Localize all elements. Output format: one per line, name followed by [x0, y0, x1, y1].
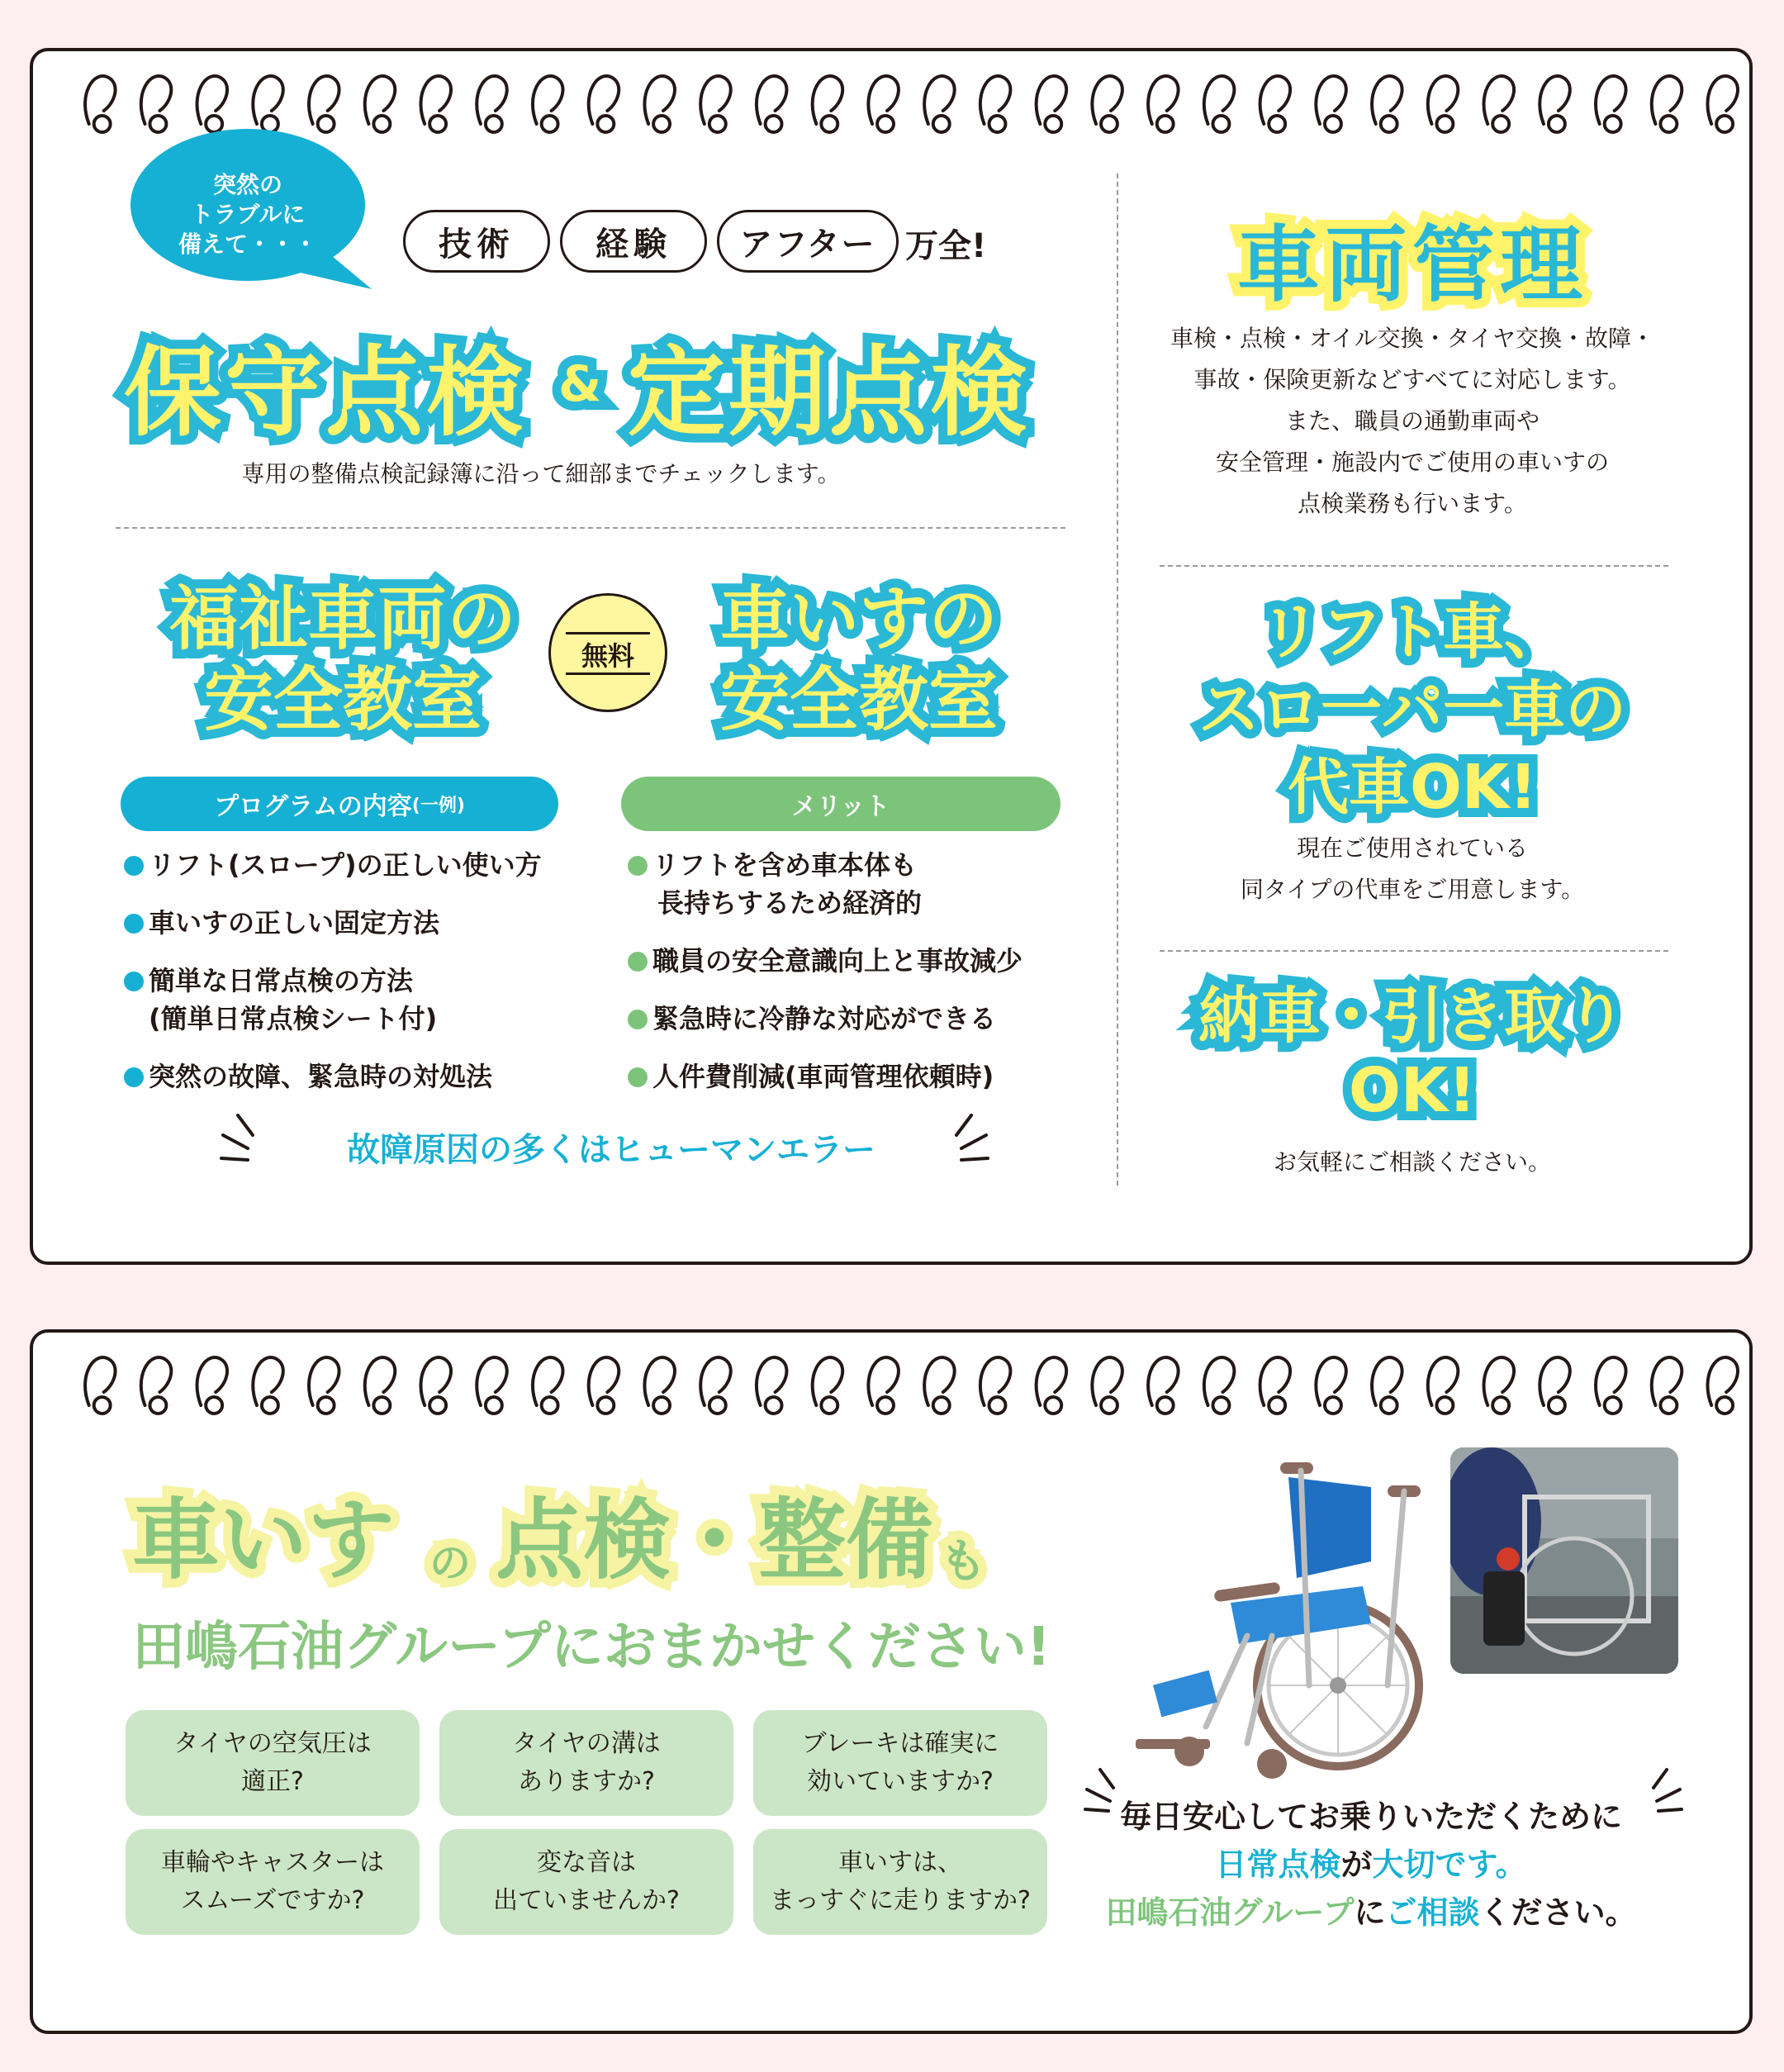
program-header-label: プログラムの内容	[214, 792, 412, 821]
highlight-text: 大切です。	[1372, 1846, 1527, 1883]
program-item-text: 突然の故障、緊急時の対処法	[149, 1061, 493, 1092]
check-question	[126, 1829, 420, 1935]
tag-after: アフター	[717, 210, 899, 273]
program-item-text: 車いすの正しい固定方法	[149, 907, 440, 939]
question-line: 適正?	[241, 1767, 304, 1796]
divider	[1160, 565, 1668, 567]
spiral-binding-icon	[33, 1326, 1749, 1425]
highlight-text: 田嶋石油グループ	[1105, 1894, 1355, 1931]
bullet-icon	[124, 856, 144, 876]
question-line: 出ていませんか?	[493, 1886, 680, 1915]
question-line: 変な音は	[537, 1848, 636, 1877]
merit-item-cont: 長持ちするため経済的	[657, 887, 923, 919]
merit-item-text: 職員の安全意識向上と事故減少	[652, 945, 1023, 977]
program-item-text: リフト(スロープ)の正しい使い方	[149, 849, 542, 881]
banzen-text: 万全!	[905, 227, 987, 265]
message-text: が	[1340, 1846, 1373, 1883]
divider	[1160, 950, 1668, 952]
card2-title-no: の	[429, 1539, 471, 1587]
desc-line: 事故・保険更新などすべてに対応します。	[1193, 366, 1631, 393]
bullet-icon	[124, 1067, 144, 1087]
bubble-line: 突然の	[212, 171, 282, 198]
title-line: 車いすの	[719, 578, 998, 659]
safety-message	[1065, 1793, 1677, 1937]
merit-item	[628, 942, 1022, 980]
desc-line: 点検業務も行います。	[1298, 490, 1527, 517]
inspection-photo	[1450, 1447, 1678, 1674]
question-line: まっすぐに走りますか?	[770, 1886, 1031, 1915]
bullet-icon	[124, 914, 144, 934]
wheelchair-class-title	[686, 578, 1032, 740]
highlight-text: ご相談	[1385, 1894, 1480, 1931]
check-question	[439, 1710, 733, 1816]
bubble-text	[157, 170, 339, 259]
question-line: ブレーキは確実に	[801, 1729, 999, 1758]
question-line: スムーズですか?	[180, 1886, 365, 1915]
card2-title-wheelchair: 車いす	[132, 1490, 395, 1591]
tag-gijutsu: 技術	[403, 210, 550, 273]
merit-item	[628, 846, 917, 884]
check-question	[439, 1829, 733, 1935]
merit-item-text: 人件費削減(車両管理依頼時)	[652, 1061, 994, 1092]
program-header	[121, 777, 558, 831]
message-text: に	[1354, 1894, 1386, 1931]
merit-header: メリット	[621, 777, 1060, 831]
title-line: 代車OK!	[1288, 752, 1537, 823]
lift-title	[1156, 593, 1668, 826]
title-line: スロ一パ一車の	[1198, 674, 1626, 745]
highlight-text: 日常点検	[1215, 1846, 1341, 1883]
divider	[116, 527, 1065, 529]
wheelchair-illustration-icon	[1123, 1438, 1454, 1784]
message-line: 毎日安心してお乗りいただくために	[1119, 1799, 1622, 1835]
question-line: ありますか?	[518, 1767, 655, 1796]
program-header-small: (一例)	[411, 795, 465, 816]
question-line: タイヤの溝は	[512, 1729, 661, 1758]
message-line	[1065, 1889, 1677, 1937]
bullet-icon	[628, 1010, 648, 1029]
title-line: 安全教室	[719, 659, 998, 740]
desc-line: 車検・点検・オイル交換・タイヤ交換・故障・	[1170, 325, 1655, 352]
lift-description	[1156, 828, 1668, 910]
hoshu-title: 保守点検	[124, 335, 528, 449]
merit-item	[628, 1000, 996, 1038]
sharyo-title: 車両管理	[1237, 216, 1587, 313]
desc-line: 安全管理・施設内でご使用の車いすの	[1215, 449, 1609, 476]
desc-line: また、職員の通勤車両や	[1284, 407, 1540, 435]
question-line: 車輪やキャスターは	[161, 1848, 384, 1877]
merit-item	[628, 1057, 994, 1095]
bubble-line: トラブルに	[190, 201, 306, 228]
desc-line: 現在ご使用されている	[1296, 834, 1528, 862]
program-item	[124, 904, 439, 942]
question-line: 車いすは、	[838, 1848, 962, 1877]
program-item-text: 簡単な日常点検の方法	[149, 965, 414, 996]
title-line: 安全教室	[203, 659, 482, 740]
question-line: 効いていますか?	[807, 1767, 994, 1796]
title-line: 福祉車両の	[168, 578, 516, 659]
sharyo-description	[1140, 318, 1685, 525]
desc-line: 同タイプの代車をご用意します。	[1240, 876, 1585, 903]
question-line: タイヤの空気圧は	[173, 1729, 372, 1758]
check-question	[126, 1710, 420, 1816]
fukushi-class-title	[149, 578, 537, 740]
divider	[1117, 173, 1118, 1186]
program-item	[124, 962, 413, 1000]
emphasis-lines-icon	[928, 1110, 994, 1168]
program-item	[124, 846, 542, 884]
title-line: リフト車、	[1260, 596, 1565, 668]
teiki-title: 定期点検	[628, 335, 1032, 449]
nosha-description: お気軽にご相談ください。	[1273, 1148, 1551, 1176]
message-text: ください。	[1479, 1894, 1637, 1931]
inspection-photo-icon	[1450, 1447, 1678, 1674]
nosha-title	[1156, 979, 1668, 1128]
merit-item-text: 緊急時に冷静な対応ができる	[652, 1003, 997, 1034]
slogan: 故障原因の多くはヒューマンエラー	[347, 1131, 875, 1169]
hoshu-description: 専用の整備点検記録簿に沿って細部までチェックします。	[241, 460, 841, 487]
tag-keiken: 経験	[560, 210, 707, 273]
message-line	[1065, 1841, 1677, 1889]
check-question	[753, 1829, 1047, 1935]
free-badge-label: 無料	[566, 632, 650, 675]
speech-bubble	[124, 124, 380, 297]
bullet-icon	[628, 856, 648, 876]
bubble-line: 備えて・・・	[178, 230, 317, 258]
bullet-icon	[628, 952, 648, 972]
card2-subtitle: 田嶋石油グループにおまかせください!	[132, 1617, 1051, 1678]
bullet-icon	[628, 1067, 648, 1087]
card2-title-inspection: 点検・整備	[496, 1490, 933, 1591]
program-item-note: (簡単日常点検シート付)	[149, 1003, 438, 1034]
free-badge	[548, 593, 667, 712]
check-question	[753, 1710, 1047, 1816]
ampersand: &	[558, 355, 602, 413]
bullet-icon	[124, 972, 144, 991]
program-item	[124, 1057, 492, 1095]
title-line: OK!	[1349, 1055, 1476, 1126]
merit-item-text: リフトを含め車本体も	[652, 849, 918, 881]
card2-title-mo: も	[940, 1535, 986, 1589]
title-line: 納車・引き取り	[1198, 981, 1626, 1052]
